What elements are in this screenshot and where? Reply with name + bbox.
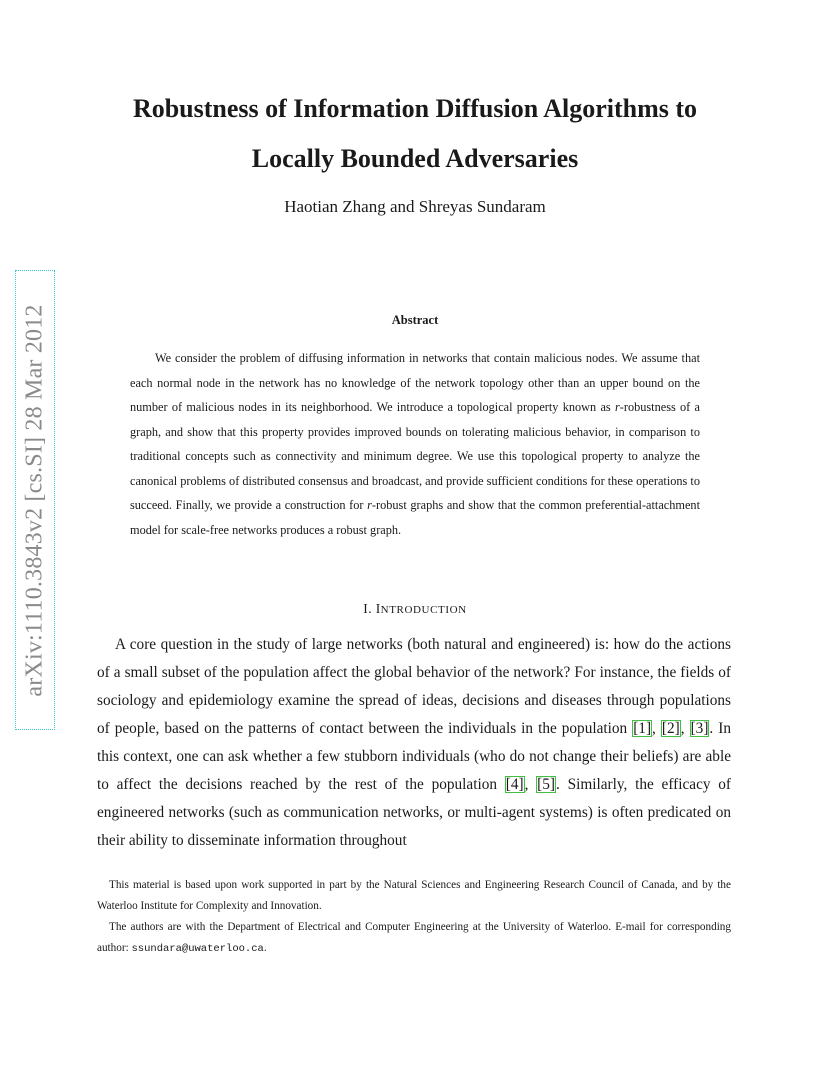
abstract-math-r: r	[367, 498, 372, 512]
abstract-text-2: -robustness of a graph, and show that this property provides improved bounds on tolerating malicious behavior, in comparison to traditional concepts such as connectivity and minimum degree. We use this topological property to analyze the canonical problems of distributed consensus and broadcast, and provide sufficient conditions for these operations to succeed. Finally, we provide a construction for	[130, 400, 700, 512]
paper-authors: Haotian Zhang and Shreyas Sundaram	[284, 197, 546, 216]
title-line-1: Robustness of Information Diffusion Algorithms to	[132, 94, 698, 123]
footnote-funding: This material is based upon work supported in part by the Natural Sciences and Engineering Research Council of Canada, and by the Waterloo Institute for Complexity and Innovation.	[97, 879, 731, 912]
footnote-affiliation-text: The authors are with the Department of Electrical and Computer Engineering at the University of Waterloo. E-mail for corresponding author:	[97, 921, 731, 954]
arxiv-identifier-text: arXiv:1110.3843v2 [cs.SI] 28 Mar 2012	[21, 303, 48, 697]
section-heading-introduction	[80, 601, 750, 617]
title-line-2: Locally Bounded Adversaries	[251, 144, 579, 173]
citation-link-2[interactable]: [2]	[661, 720, 680, 737]
arxiv-identifier-stamp	[15, 270, 55, 730]
introduction-paragraph	[97, 631, 731, 855]
abstract-math-r: r	[614, 400, 620, 414]
citation-link-4[interactable]: [4]	[505, 776, 524, 793]
citation-link-1[interactable]: [1]	[633, 720, 652, 737]
citation-separator: ,	[680, 720, 690, 737]
citation-separator: ,	[524, 776, 537, 793]
intro-text-3: . Similarly, the efficacy of engineered networks (such as communication networks, or multi-agent systems) is often predicated on their ability to disseminate information throughout	[97, 776, 731, 849]
citation-link-3[interactable]: [3]	[690, 720, 709, 737]
abstract-heading: Abstract	[391, 313, 439, 327]
abstract-body	[130, 346, 700, 542]
footnote-affiliation	[97, 917, 731, 960]
paper-title	[80, 84, 750, 184]
abstract-text-1: We consider the problem of diffusing information in networks that contain malicious nodes. We assume that each normal node in the network has no knowledge of the network topology other than an upper bound on the number of malicious nodes in its neighborhood. We introduce a topological property known as	[130, 351, 700, 414]
footnote-period: .	[263, 942, 267, 954]
abstract-text-3: -robust graphs and show that the common preferential-attachment model for scale-free networks produces a robust graph.	[130, 498, 700, 537]
intro-text-1: A core question in the study of large networks (both natural and engineered) is: how do the actions of a small subset of the population affect the global behavior of the network? For instance, the fields of sociology and epidemiology examine the spread of ideas, decisions and diseases through populations of people, based on the patterns of contact between the individuals in the population	[97, 636, 731, 737]
section-title-rest: NTRODUCTION	[380, 604, 467, 616]
intro-text-2: . In this context, one can ask whether a few stubborn individuals (who do not change their beliefs) are able to affect the decisions reached by the rest of the population	[97, 720, 731, 793]
citation-separator: ,	[652, 720, 661, 737]
citation-link-5[interactable]: [5]	[537, 776, 556, 793]
section-numeral: I.	[363, 601, 376, 616]
corresponding-author-email: ssundara@uwaterloo.ca	[131, 943, 264, 955]
section-initial: I	[375, 601, 381, 616]
